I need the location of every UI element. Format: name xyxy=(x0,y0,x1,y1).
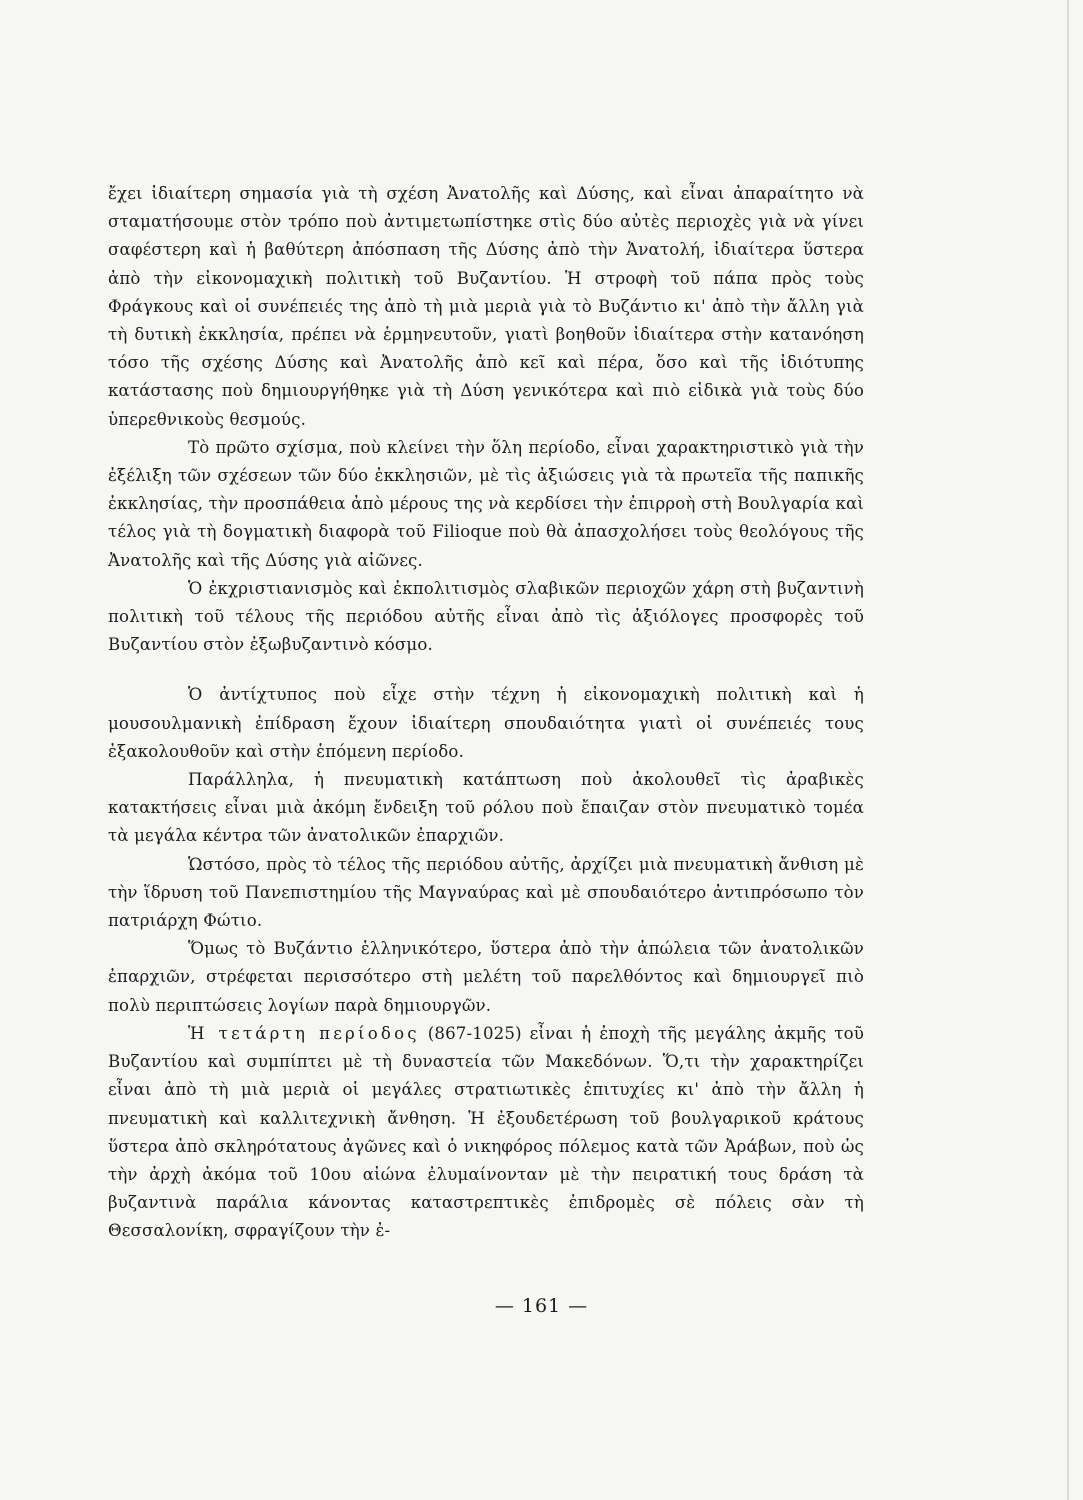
paragraph-1: ἔχει ἰδιαίτερη σημασία γιὰ τὴ σχέση Ἀνατολῆς καὶ Δύσης, καὶ εἶναι ἀπαραίτητο νὰ σταματήσουμε στὸν τρόπο ποὺ ἀντιμετωπίστηκε στὶς δύο αὐτὲς περιοχὲς γιὰ νὰ γίνει σαφέστερη καὶ ἡ βαθύτερη ἀπόσπαση τῆς Δύσης ἀπὸ τὴν Ἀνατολή, ἰδιαίτερα ὕστερα ἀπὸ τὴν εἰκονομαχικὴ πολιτικὴ τοῦ Βυζαντίου. Ἡ στροφὴ τοῦ πάπα πρὸς τοὺς Φράγκους καὶ οἱ συνέπειές της ἀπὸ τὴ μιὰ μεριὰ γιὰ τὸ Βυζάντιο κι' ἀπὸ τὴν ἄλλη γιὰ τὴ δυτικὴ ἐκκλησία, πρέπει νὰ ἑρμηνευτοῦν, γιατὶ βοηθοῦν ἰδιαίτερα στὴν κατανόηση τόσο τῆς σχέσης Δύσης καὶ Ἀνατολῆς ἀπὸ κεῖ καὶ πέρα, ὅσο καὶ τῆς ἰδιότυπης κατάστασης ποὺ δημιουργήθηκε γιὰ τὴ Δύση γενικότερα καὶ πιὸ εἰδικὰ γιὰ τοὺς δύο ὑπερεθνικοὺς θεσμούς. xyxy=(108,184,864,429)
period-heading: Ἡ τετάρτη περίοδος xyxy=(188,1023,420,1043)
paragraph-8 xyxy=(108,1020,864,1246)
paragraph-7: Ὅμως τὸ Βυζάντιο ἑλληνικότερο, ὕστερα ἀπὸ τὴν ἀπώλεια τῶν ἀνατολικῶν ἐπαρχιῶν, στρέφεται περισσότερο στὴ μελέτη τοῦ παρελθόντος καὶ δημιουργεῖ πιὸ πολὺ περιπτώσεις λογίων παρὰ δημιουργῶν. xyxy=(108,939,864,1015)
paragraph-8-text: (867-1025) εἶναι ἡ ἐποχὴ τῆς μεγάλης ἀκμῆς τοῦ Βυζαντίου καὶ συμπίπτει μὲ τὴ δυναστεία τῶν Μακεδόνων. Ὅ,τι τὴν χαρακτηρίζει εἶναι ἀπὸ τὴ μιὰ μεριὰ οἱ μεγάλες στρατιωτικὲς ἐπιτυχίες κι' ἀπὸ τὴν ἄλλη ἡ πνευματικὴ καὶ καλλιτεχνικὴ ἄνθηση. Ἡ ἐξουδετέρωση τοῦ βουλγαρικοῦ κράτους ὕστερα ἀπὸ σκληρότατους ἀγῶνες καὶ ὁ νικηφόρος πόλεμος κατὰ τῶν Ἀράβων, ποὺ ὡς τὴν ἀρχὴ ἀκόμα τοῦ 10ου αἰώνα ἐλυμαίνονταν μὲ τὴν πειρατική τους δράση τὰ βυζαντινὰ παράλια κάνοντας καταστρεπτικὲς ἐπιδρομὲς σὲ πόλεις σὰν τὴ Θεσσαλονίκη, σφραγίζουν τὴν ἐ- xyxy=(108,1023,865,1241)
page-edge-shadow xyxy=(1067,0,1069,1500)
paragraph-6: Ὡστόσο, πρὸς τὸ τέλος τῆς περιόδου αὐτῆς, ἀρχίζει μιὰ πνευματικὴ ἄνθιση μὲ τὴν ἵδρυση τοῦ Πανεπιστημίου τῆς Μαγναύρας καὶ μὲ σπουδαιότερο ἀντιπρόσωπο τὸν πατριάρχη Φώτιο. xyxy=(108,854,864,931)
paragraph-2: Τὸ πρῶτο σχίσμα, ποὺ κλείνει τὴν ὅλη περίοδο, εἶναι χαρακτηριστικὸ γιὰ τὴν ἐξέλιξη τῶν σχέσεων τῶν δύο ἐκκλησιῶν, μὲ τὶς ἀξιώσεις γιὰ τὰ πρωτεῖα τῆς παπικῆς ἐκκλησίας, τὴν προσπάθεια ἀπὸ μέρους της νὰ κερδίσει τὴν ἐπιρροὴ στὴ Βουλγαρία καὶ τέλος γιὰ τὴ δογματικὴ διαφορὰ τοῦ Filioque ποὺ θὰ ἀπασχολήσει τοὺς θεολόγους τῆς Ἀνατολῆς καὶ τῆς Δύσης γιὰ αἰῶνες. xyxy=(108,437,864,570)
page-number: — 161 — xyxy=(494,1295,589,1317)
paragraph-5: Παράλληλα, ἡ πνευματικὴ κατάπτωση ποὺ ἀκολουθεῖ τὶς ἀραβικὲς κατακτήσεις εἶναι μιὰ ἀκόμη ἔνδειξη τοῦ ρόλου ποὺ ἔπαιζαν στὸν πνευματικὸ τομέα τὰ μεγάλα κέντρα τῶν ἀνατολικῶν ἐπαρχιῶν. xyxy=(108,770,864,846)
paragraph-3: Ὁ ἐκχριστιανισμὸς καὶ ἐκπολιτισμὸς σλαβικῶν περιοχῶν χάρη στὴ βυζαντινὴ πολιτικὴ τοῦ τέλους τῆς περιόδου αὐτῆς εἶναι ἀπὸ τὶς ἀξιόλογες προσφορὲς τοῦ Βυζαντίου στὸν ἐξωβυζαντινὸ κόσμο. xyxy=(108,578,864,655)
paragraph-4: Ὁ ἀντίχτυπος ποὺ εἶχε στὴν τέχνη ἡ εἰκονομαχικὴ πολιτικὴ καὶ ἡ μουσουλμανικὴ ἐπίδραση ἔχουν ἰδιαίτερη σπουδαιότητα γιατὶ οἱ συνέπειές τους ἐξακολουθοῦν καὶ στὴν ἑπόμενη περίοδο. xyxy=(108,685,864,761)
body-text xyxy=(108,180,864,1246)
